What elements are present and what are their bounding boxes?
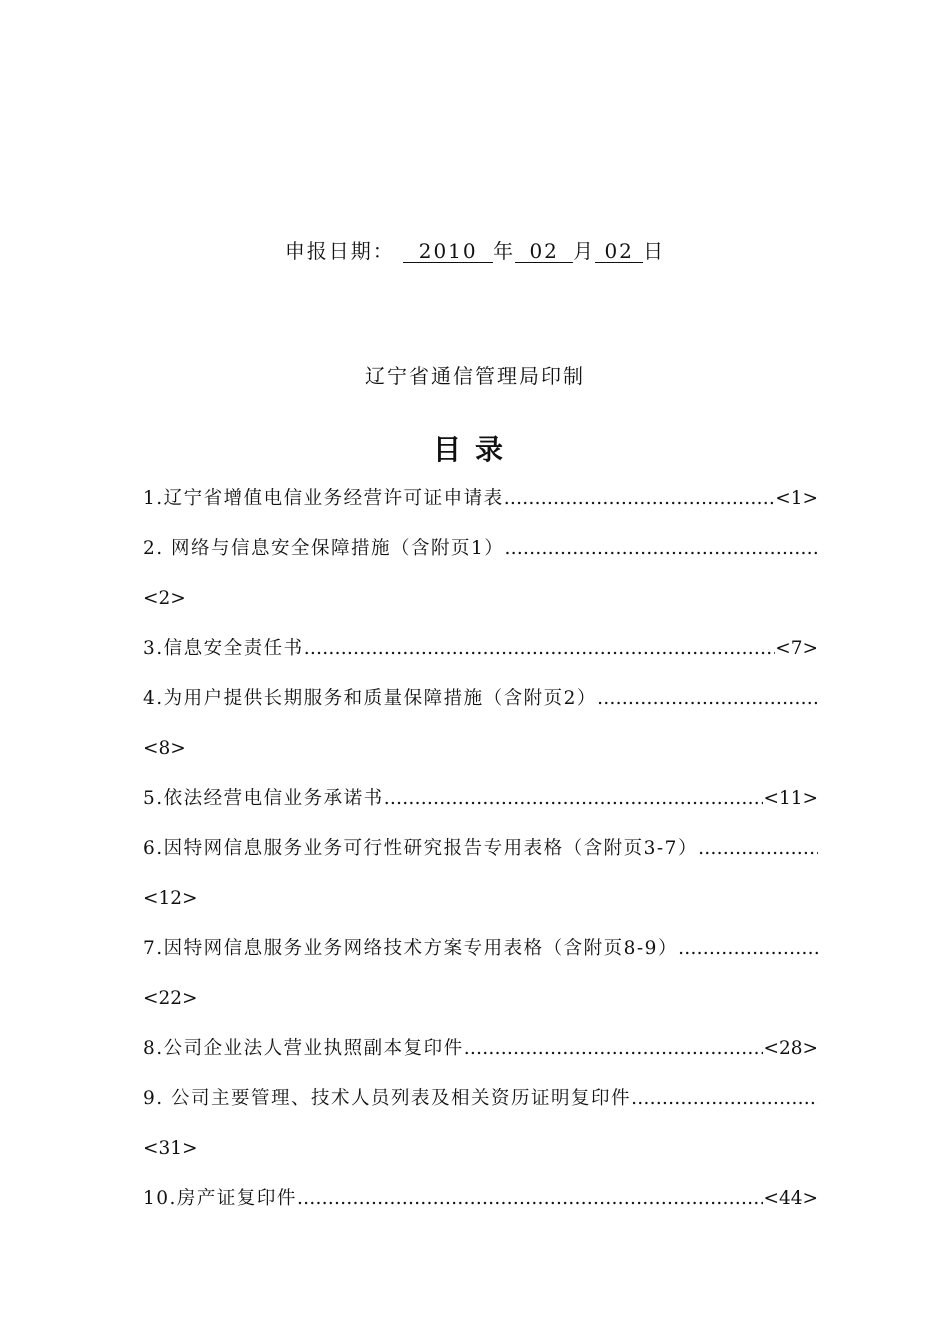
toc-item-continuation [143, 584, 818, 634]
toc-leader-dots [464, 1034, 764, 1084]
table-of-contents [143, 484, 818, 1234]
toc-leader-dots [678, 934, 818, 984]
toc-item-continuation [143, 984, 818, 1034]
toc-item-page: <31> [143, 1138, 198, 1159]
toc-leader-dots [384, 784, 764, 834]
declaration-month: 02 [515, 240, 573, 263]
day-unit: 日 [643, 239, 666, 263]
toc-item-label: 9. 公司主要管理、技术人员列表及相关资历证明复印件 [143, 1088, 632, 1109]
year-unit: 年 [493, 239, 516, 263]
toc-item [143, 1034, 818, 1084]
toc-item [143, 934, 818, 984]
toc-item [143, 684, 818, 734]
toc-title: 目录 [432, 433, 517, 466]
toc-item-label: 5.依法经营电信业务承诺书 [143, 788, 384, 809]
toc-item [143, 1184, 818, 1234]
month-unit: 月 [573, 239, 596, 263]
toc-item [143, 1084, 818, 1134]
toc-item-page: <8> [143, 738, 186, 759]
toc-item-page: <7> [775, 638, 818, 659]
toc-item-page: <28> [763, 1038, 818, 1059]
declaration-year: 2010 [403, 240, 493, 263]
toc-item-page: <22> [143, 988, 198, 1009]
toc-item-label: 10.房产证复印件 [143, 1188, 297, 1209]
toc-item-label: 4.为用户提供长期服务和质量保障措施（含附页2） [143, 688, 597, 709]
toc-leader-dots [297, 1184, 764, 1234]
toc-item-label: 7.因特网信息服务业务网络技术方案专用表格（含附页8-9） [143, 938, 678, 959]
declaration-date [0, 236, 950, 266]
toc-item-page: <1> [775, 488, 818, 509]
toc-item-label: 6.因特网信息服务业务可行性研究报告专用表格（含附页3-7） [143, 838, 698, 859]
toc-item-label: 2. 网络与信息安全保障措施（含附页1） [143, 538, 505, 559]
declaration-date-label: 申报日期： [284, 239, 395, 263]
toc-item [143, 534, 818, 584]
toc-leader-dots [631, 1084, 818, 1134]
issuer: 辽宁省通信管理局印制 [365, 364, 585, 388]
toc-leader-dots [597, 684, 818, 734]
toc-item-label: 1.辽宁省增值电信业务经营许可证申请表 [143, 488, 504, 509]
toc-leader-dots [504, 484, 776, 534]
toc-leader-dots [504, 534, 818, 584]
toc-item [143, 634, 818, 684]
toc-item-page: <11> [763, 788, 818, 809]
toc-leader-dots [698, 834, 818, 884]
toc-item-page: <2> [143, 588, 186, 609]
toc-item-page: <44> [763, 1188, 818, 1209]
toc-item-label: 8.公司企业法人营业执照副本复印件 [143, 1038, 464, 1059]
toc-item-continuation [143, 1134, 818, 1184]
toc-item-continuation [143, 734, 818, 784]
toc-item [143, 834, 818, 884]
toc-item-label: 3.信息安全责任书 [143, 638, 304, 659]
toc-leader-dots [304, 634, 776, 684]
toc-item [143, 784, 818, 834]
toc-item-continuation [143, 884, 818, 934]
declaration-day: 02 [595, 240, 643, 263]
toc-item-page: <12> [143, 888, 198, 909]
toc-item [143, 484, 818, 534]
